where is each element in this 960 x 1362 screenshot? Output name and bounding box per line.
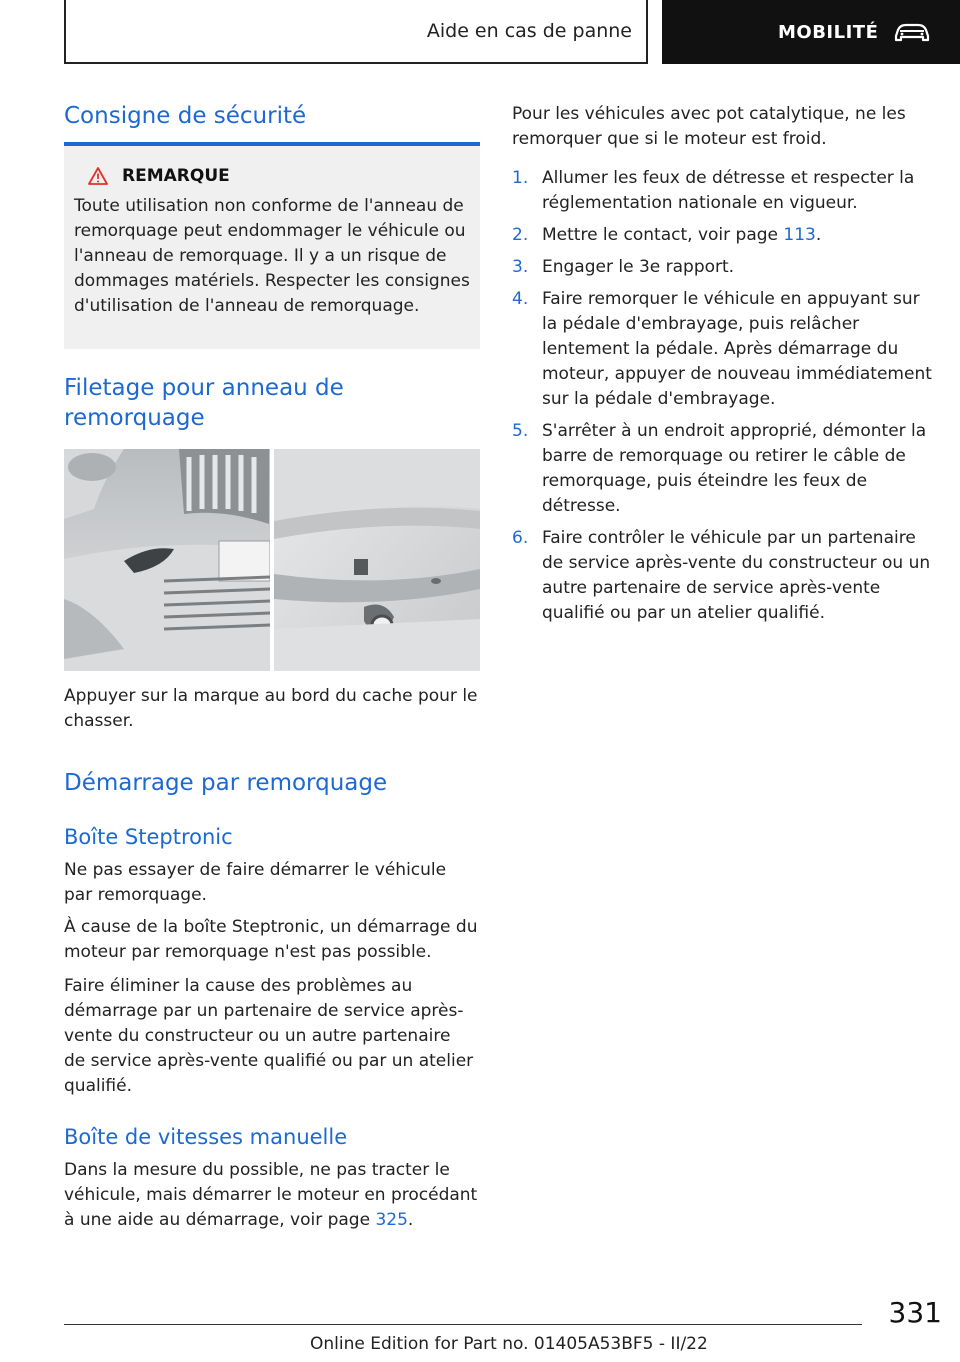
header-section-title: Aide en cas de panne <box>426 20 632 42</box>
remark-header <box>88 166 472 186</box>
steptronic-paragraph-2: À cause de la boîte Steptronic, un démarrage du moteur par remorquage n'est pas possible. <box>64 917 478 962</box>
manual-gearbox-text: Dans la mesure du possible, ne pas tracter le véhicule, mais démarrer le moteur en procédant à une aide au démarrage, voir page 325. <box>64 1160 478 1230</box>
thread-text: Appuyer sur la marque au bord du cache pour le chasser. <box>64 686 478 731</box>
page-link-325[interactable]: 325 <box>375 1210 408 1230</box>
remark-text: Toute utilisation non conforme de l'anneau de remorquage peut endommager le véhicule ou l'anneau de remorquage. Il y a un risque de dommages matériels. Respecter les consignes d'utilisation de l'anneau de remorquage. <box>74 196 470 316</box>
step-number: 5. <box>512 421 529 441</box>
step-item <box>512 255 932 280</box>
step-number: 6. <box>512 528 529 548</box>
step-text: Allumer les feux de détresse et respecter la réglementation nationale en vigueur. <box>542 168 915 213</box>
step-item <box>512 223 932 248</box>
footer-edition: Online Edition for Part no. 01405A53BF5 - II/22 <box>310 1334 708 1354</box>
page-number: 331 <box>888 1296 942 1329</box>
remark-label: REMARQUE <box>122 166 230 186</box>
step-text: Engager le 3e rapport. <box>542 257 735 277</box>
step-text <box>542 223 821 248</box>
step-number: 4. <box>512 289 529 309</box>
towing-start-steps <box>512 166 932 633</box>
step-item <box>512 166 932 216</box>
safety-title: Consigne de sécurité <box>64 103 307 129</box>
manual-gearbox-title: Boîte de vitesses manuelle <box>64 1125 348 1149</box>
step-text-body: Mettre le contact, voir page <box>542 225 784 245</box>
step-text: Faire contrôler le véhicule par un partenaire de service après-vente du constructeur ou un autre partenaire de service après-vente qualifié ou par un atelier qualifié. <box>542 528 931 623</box>
step-text: Faire remorquer le véhicule en appuyant sur la pédale d'embrayage, puis relâcher lentement la pédale. Après démarrage du moteur, appuyer de nouveau immédiatement sur la pédale d'embrayage. <box>542 289 932 409</box>
steptronic-paragraph-3: Faire éliminer la cause des problèmes au démarrage par un partenaire de service après-vente du constructeur ou un autre partenaire de service après-vente qualifié ou par un atelier qualifié. <box>64 976 474 1096</box>
page-link-113[interactable]: 113 <box>783 225 816 245</box>
catalytic-intro: Pour les véhicules avec pot catalytique, ne les remorquer que si le moteur est froid. <box>512 104 906 149</box>
step-number: 3. <box>512 257 529 277</box>
header-section-tab <box>64 0 648 64</box>
step-item <box>512 526 932 626</box>
step-item <box>512 419 932 519</box>
header-chapter-tab <box>662 0 960 64</box>
thread-title: Filetage pour anneau de remorquage <box>64 375 344 431</box>
step-number: 2. <box>512 225 529 245</box>
remark-box <box>64 146 480 349</box>
steptronic-title: Boîte Steptronic <box>64 825 233 849</box>
header-chapter-title: MOBILITÉ <box>778 21 879 43</box>
footer-rule <box>64 1324 862 1325</box>
steptronic-paragraph-1: Ne pas essayer de faire démarrer le véhicule par remorquage. <box>64 860 447 905</box>
step-text: S'arrêter à un endroit approprié, démonter la barre de remorquage ou retirer le câble de remorquage, puis éteindre les feux de détresse. <box>542 421 927 516</box>
start-title: Démarrage par remorquage <box>64 770 388 796</box>
car-icon <box>892 20 932 44</box>
step-number: 1. <box>512 168 529 188</box>
manual-gearbox-text-body: Dans la mesure du possible, ne pas tracter le véhicule, mais démarrer le moteur en procédant à une aide au démarrage, voir page <box>64 1160 478 1230</box>
step-item <box>512 287 932 412</box>
step-text-after: . <box>815 225 822 245</box>
warning-triangle-icon <box>88 167 108 185</box>
towing-eye-illustration <box>64 449 480 671</box>
